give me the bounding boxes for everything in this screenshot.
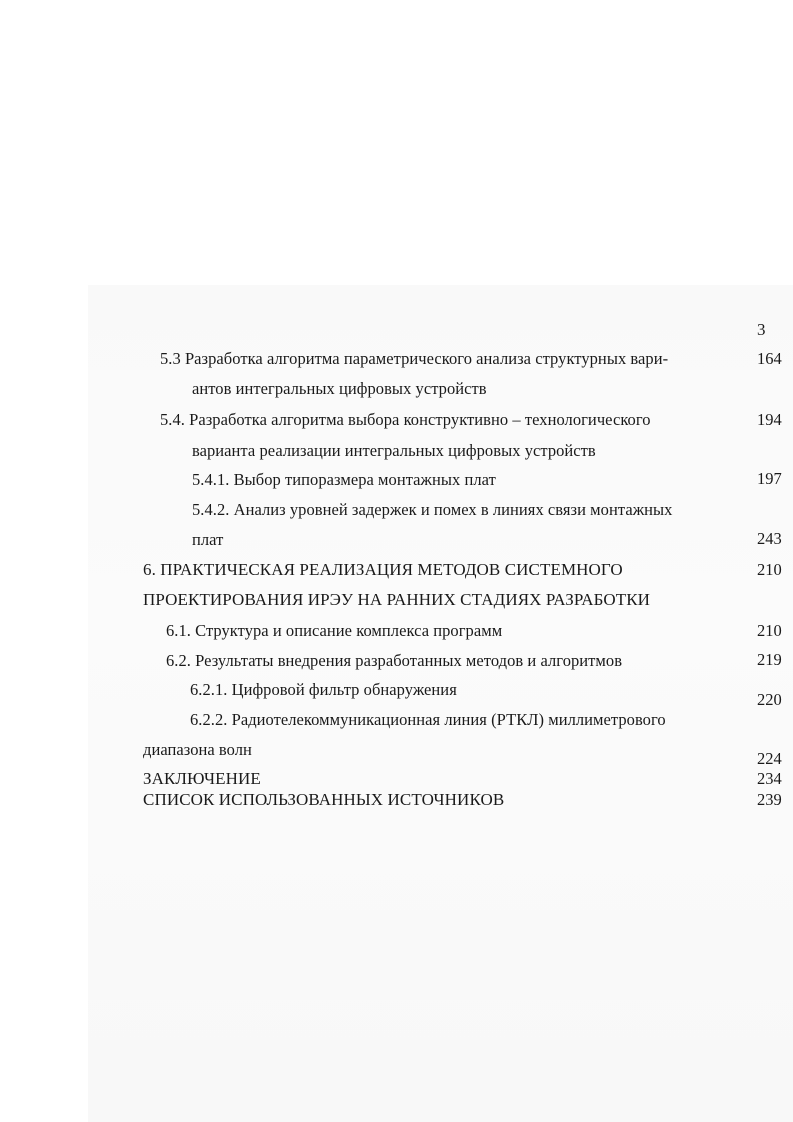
toc-entry-5-3-line-1: 5.3 Разработка алгоритма параметрического анализа структурных вари-	[160, 349, 669, 368]
toc-entry-5-4-line-2: варианта реализации интегральных цифровых устройств	[192, 441, 596, 460]
toc-entry-6-2: 6.2. Результаты внедрения разработанных методов и алгоритмов	[166, 651, 623, 670]
toc-entry-5-4-1-page: 197	[757, 469, 782, 488]
toc-chapter-6-page: 210	[757, 560, 782, 579]
toc-entry-6-2-1: 6.2.1. Цифровой фильтр обнаружения	[190, 680, 457, 699]
toc-entry-6-2-2-line-1: 6.2.2. Радиотелекоммуникационная линия (РТКЛ) миллиметрового	[190, 710, 666, 729]
toc-references: СПИСОК ИСПОЛЬЗОВАННЫХ ИСТОЧНИКОВ	[143, 790, 505, 809]
page-number: 3	[757, 320, 766, 339]
toc-entry-5-4-line-1: 5.4. Разработка алгоритма выбора конструктивно – технологического	[160, 410, 651, 429]
toc-chapter-6-line-1: 6. ПРАКТИЧЕСКАЯ РЕАЛИЗАЦИЯ МЕТОДОВ СИСТЕМНОГО	[143, 560, 623, 579]
toc-chapter-6-line-2: ПРОЕКТИРОВАНИЯ ИРЭУ НА РАННИХ СТАДИЯХ РАЗРАБОТКИ	[143, 590, 651, 609]
toc-entry-5-4-1: 5.4.1. Выбор типоразмера монтажных плат	[192, 470, 496, 489]
toc-entry-6-2-2-page: 224	[757, 749, 782, 768]
toc-entry-5-3-page: 164	[757, 349, 782, 368]
toc-entry-5-3-line-2: антов интегральных цифровых устройств	[192, 379, 487, 398]
toc-conclusion: ЗАКЛЮЧЕНИЕ	[143, 769, 261, 788]
toc-entry-6-2-page: 219	[757, 650, 782, 669]
toc-entry-6-1: 6.1. Структура и описание комплекса программ	[166, 621, 503, 640]
toc-entry-5-4-2-page: 243	[757, 529, 782, 548]
toc-entry-5-4-page: 194	[757, 410, 782, 429]
toc-entry-6-2-1-page: 220	[757, 690, 782, 709]
toc-entry-5-4-2-line-1: 5.4.2. Анализ уровней задержек и помех в линиях связи монтажных	[192, 500, 673, 519]
toc-entry-5-4-2-line-2: плат	[192, 530, 224, 549]
toc-entry-6-2-2-line-2: диапазона волн	[143, 740, 252, 759]
toc-references-page: 239	[757, 790, 782, 809]
toc-entry-6-1-page: 210	[757, 621, 782, 640]
toc-conclusion-page: 234	[757, 769, 782, 788]
